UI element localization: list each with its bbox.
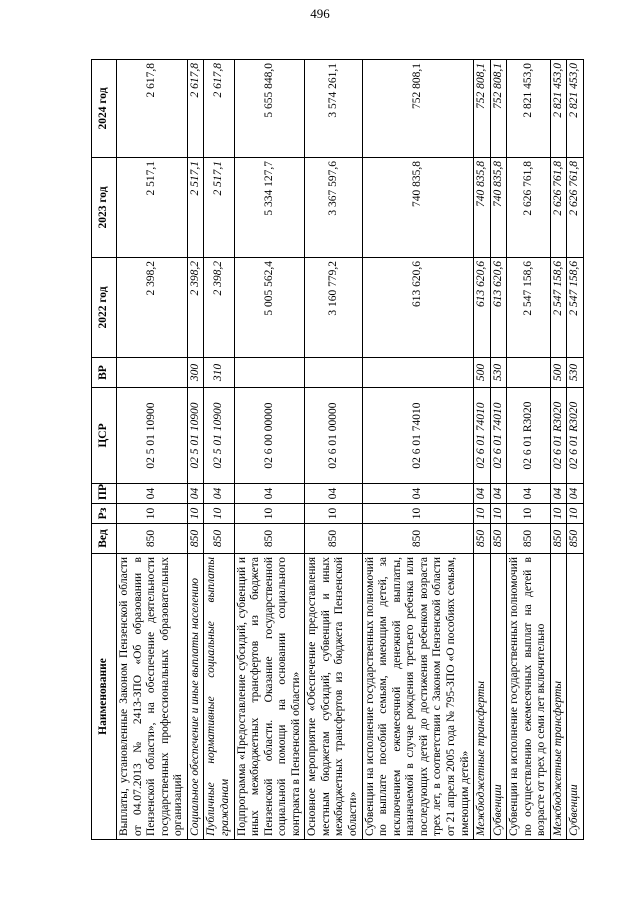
cell-vr (117, 358, 188, 388)
cell-2022: 2 547 158,6 (507, 258, 551, 358)
cell-2024: 2 617,8 (187, 60, 204, 158)
table-row (507, 60, 551, 840)
cell-2022: 2 547 158,6 (550, 258, 567, 358)
header-rz: Рз (92, 504, 117, 524)
cell-2024: 2 617,8 (204, 60, 234, 158)
cell-vr: 500 (474, 358, 491, 388)
cell-csr: 02 5 01 10900 (187, 388, 204, 484)
table-row (187, 60, 204, 840)
cell-csr: 02 5 01 10900 (204, 388, 234, 484)
cell-ved: 850 (204, 524, 234, 554)
table-row (550, 60, 567, 840)
cell-name: Основное мероприятие «Обеспечение предоставления местным бюджетам субсидий, субвенций и иных межбюджетных трансфертов из бюджета Пензенской области» (305, 554, 362, 840)
cell-csr: 02 6 01 R3020 (550, 388, 567, 484)
table-row (305, 60, 362, 840)
cell-ved: 850 (117, 524, 188, 554)
cell-2023: 2 626 761,8 (507, 158, 551, 258)
cell-pr: 04 (117, 484, 188, 504)
header-2023: 2023 год (92, 158, 117, 258)
budget-table (91, 59, 584, 840)
cell-rz: 10 (204, 504, 234, 524)
table-row (117, 60, 188, 840)
rotated-table-area (91, 60, 581, 840)
cell-2023: 3 367 597,6 (305, 158, 362, 258)
cell-pr: 04 (507, 484, 551, 504)
cell-csr: 02 6 01 R3020 (507, 388, 551, 484)
cell-2023: 740 835,8 (474, 158, 491, 258)
cell-2024: 2 821 453,0 (550, 60, 567, 158)
cell-ved: 850 (550, 524, 567, 554)
cell-2023: 2 517,1 (204, 158, 234, 258)
cell-csr: 02 6 01 74010 (362, 388, 474, 484)
cell-ved: 850 (567, 524, 584, 554)
cell-pr: 04 (550, 484, 567, 504)
cell-2023: 740 835,8 (490, 158, 507, 258)
cell-vr: 530 (567, 358, 584, 388)
table-header-row (92, 60, 117, 840)
cell-pr: 04 (204, 484, 234, 504)
cell-2022: 613 620,6 (490, 258, 507, 358)
cell-2022: 5 005 562,4 (234, 258, 305, 358)
cell-rz: 10 (117, 504, 188, 524)
cell-2022: 2 398,2 (117, 258, 188, 358)
cell-2024: 3 574 261,1 (305, 60, 362, 158)
cell-name: Субвенции на исполнение государственных полномочий по выплате пособий семьям, имеющим детей, за исключением ежемесячной денежной выплаты, назначаемой в случае рождения третьего ребенка или последующих детей до достижения ребенком возраста трех лет, в соответствии с Законом Пензенской области от 21 апреля 2005 года № 795-ЗПО «О пособиях семьям, имеющим детей» (362, 554, 474, 840)
cell-pr: 04 (474, 484, 491, 504)
cell-rz: 10 (305, 504, 362, 524)
cell-name: Публичные нормативные социальные выплаты гражданам (204, 554, 234, 840)
cell-2023: 2 517,1 (187, 158, 204, 258)
cell-ved: 850 (234, 524, 305, 554)
cell-2024: 2 821 453,0 (567, 60, 584, 158)
cell-2023: 2 517,1 (117, 158, 188, 258)
cell-pr: 04 (490, 484, 507, 504)
cell-rz: 10 (234, 504, 305, 524)
cell-ved: 850 (507, 524, 551, 554)
cell-vr (507, 358, 551, 388)
cell-2023: 5 334 127,7 (234, 158, 305, 258)
cell-2024: 2 617,8 (117, 60, 188, 158)
cell-name: Межбюджетные трансферты (474, 554, 491, 840)
cell-2022: 613 620,6 (474, 258, 491, 358)
cell-ved: 850 (474, 524, 491, 554)
cell-rz: 10 (474, 504, 491, 524)
cell-csr: 02 6 01 00000 (305, 388, 362, 484)
header-name: Наименование (92, 554, 117, 840)
cell-rz: 10 (362, 504, 474, 524)
cell-csr: 02 6 00 00000 (234, 388, 305, 484)
cell-csr: 02 6 01 74010 (474, 388, 491, 484)
cell-2024: 5 655 848,0 (234, 60, 305, 158)
header-2022: 2022 год (92, 258, 117, 358)
cell-rz: 10 (490, 504, 507, 524)
cell-2022: 2 547 158,6 (567, 258, 584, 358)
cell-pr: 04 (362, 484, 474, 504)
cell-name: Субвенции (567, 554, 584, 840)
cell-pr: 04 (305, 484, 362, 504)
header-csr: ЦСР (92, 388, 117, 484)
table-row (234, 60, 305, 840)
table-body (117, 60, 584, 840)
table-row (204, 60, 234, 840)
cell-vr: 300 (187, 358, 204, 388)
header-ved: Вед (92, 524, 117, 554)
cell-rz: 10 (567, 504, 584, 524)
cell-csr: 02 6 01 R3020 (567, 388, 584, 484)
cell-2024: 752 808,1 (490, 60, 507, 158)
page-number: 496 (310, 6, 330, 21)
cell-vr (305, 358, 362, 388)
cell-2022: 2 398,2 (187, 258, 204, 358)
cell-2022: 2 398,2 (204, 258, 234, 358)
cell-2022: 613 620,6 (362, 258, 474, 358)
table-row (362, 60, 474, 840)
cell-rz: 10 (187, 504, 204, 524)
cell-ved: 850 (490, 524, 507, 554)
cell-pr: 04 (567, 484, 584, 504)
cell-name: Межбюджетные трансферты (550, 554, 567, 840)
cell-csr: 02 6 01 74010 (490, 388, 507, 484)
cell-2023: 2 626 761,8 (550, 158, 567, 258)
cell-ved: 850 (305, 524, 362, 554)
header-vr: ВР (92, 358, 117, 388)
cell-2023: 740 835,8 (362, 158, 474, 258)
cell-2022: 3 160 779,2 (305, 258, 362, 358)
header-pr: ПР (92, 484, 117, 504)
cell-vr: 500 (550, 358, 567, 388)
cell-name: Субвенции на исполнение государственных полномочий по осуществлению ежемесячных выплат на детей в возрасте от трех до семи лет включительно (507, 554, 551, 840)
cell-csr: 02 5 01 10900 (117, 388, 188, 484)
cell-vr (362, 358, 474, 388)
table-row (490, 60, 507, 840)
cell-2024: 752 808,1 (362, 60, 474, 158)
cell-vr (234, 358, 305, 388)
cell-ved: 850 (362, 524, 474, 554)
cell-2023: 2 626 761,8 (567, 158, 584, 258)
cell-ved: 850 (187, 524, 204, 554)
cell-rz: 10 (507, 504, 551, 524)
header-2024: 2024 год (92, 60, 117, 158)
cell-name: Подпрограмма «Предоставление субсидий, субвенций и иных межбюджетных трансфертов из бюджета Пензенской области. Оказание государственной социальной помощи на основании социального контракта в Пензенской области» (234, 554, 305, 840)
cell-name: Выплаты, установленные Законом Пензенской области от 04.07.2013 № 2413-ЗПО «Об образовании в Пензенской области», на обеспечение деятельности государственных профессиональных образовательных организаций (117, 554, 188, 840)
cell-rz: 10 (550, 504, 567, 524)
rotated-table-container (91, 60, 581, 840)
cell-name: Субвенции (490, 554, 507, 840)
cell-pr: 04 (187, 484, 204, 504)
table-row (567, 60, 584, 840)
cell-name: Социальное обеспечение и иные выплаты населению (187, 554, 204, 840)
table-row (474, 60, 491, 840)
cell-pr: 04 (234, 484, 305, 504)
cell-2024: 2 821 453,0 (507, 60, 551, 158)
cell-2024: 752 808,1 (474, 60, 491, 158)
cell-vr: 310 (204, 358, 234, 388)
cell-vr: 530 (490, 358, 507, 388)
